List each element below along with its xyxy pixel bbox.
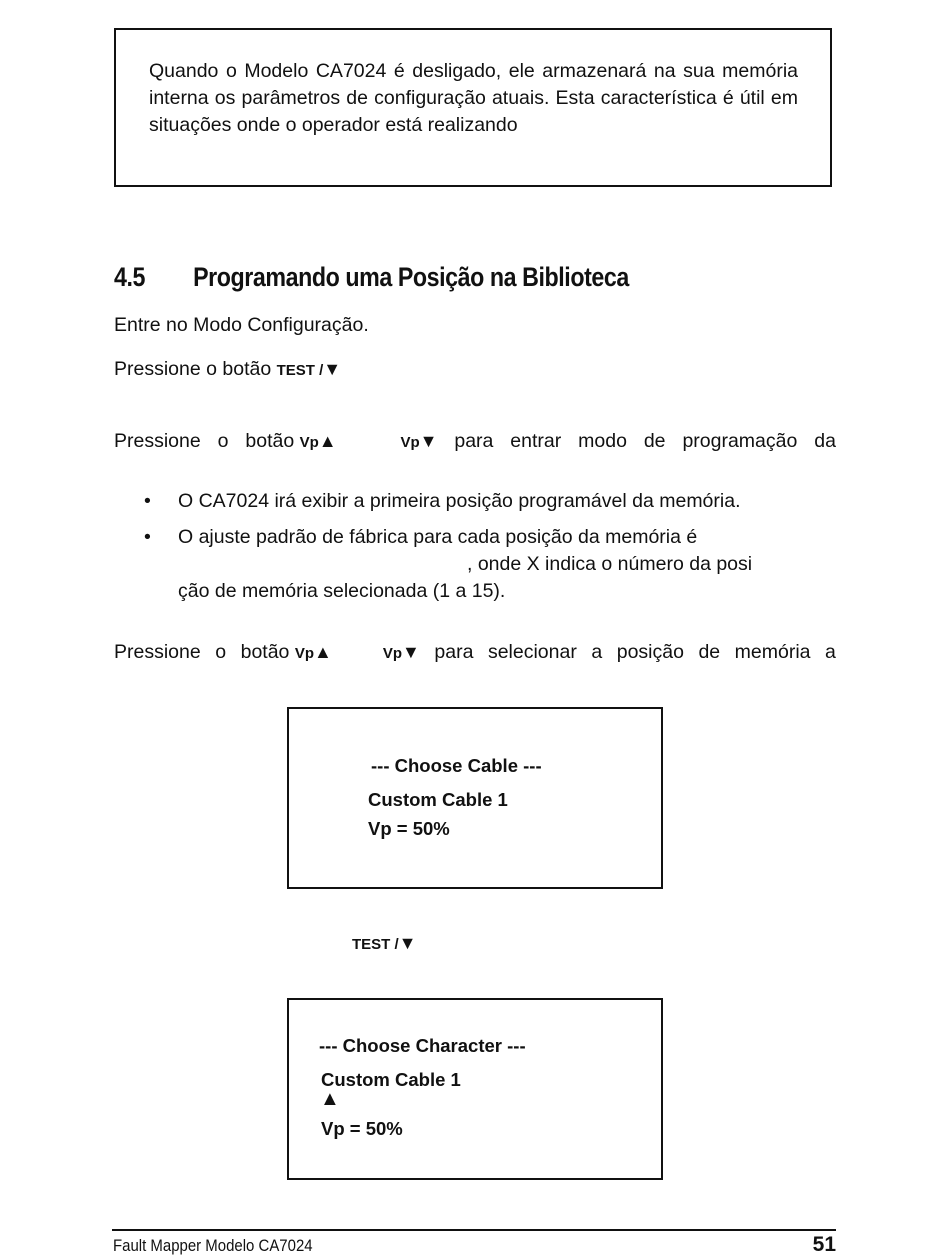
screen-title: --- Choose Character --- <box>319 1035 526 1056</box>
step-press-vp-1 <box>114 430 836 453</box>
word: memória <box>734 641 811 663</box>
word: de <box>698 641 721 663</box>
step-press-vp-2 <box>114 641 836 664</box>
test-key-instruction <box>352 932 417 955</box>
word: a <box>591 641 603 663</box>
test-key-label: TEST / <box>352 936 399 953</box>
screen-vp-value: Vp = 50% <box>368 818 450 839</box>
screen-cable-name: Custom Cable 1 <box>368 789 508 810</box>
section-title: Programando uma Posição na Biblioteca <box>193 262 629 292</box>
list-item <box>142 524 842 605</box>
note-box <box>114 28 832 187</box>
bullet-text: ção de memória selecionada (1 a 15). <box>178 580 506 602</box>
word: para <box>434 641 474 663</box>
cursor-up-arrow-icon: ▲ <box>320 1088 340 1110</box>
down-arrow-icon: ▼ <box>398 933 417 953</box>
bullet-dot: • <box>144 526 151 548</box>
word: o <box>217 430 229 452</box>
display-screen-choose-character <box>287 998 663 1180</box>
vp-key-label: Vp <box>294 645 315 662</box>
spacer <box>346 641 368 664</box>
page-number: 51 <box>812 1233 836 1256</box>
word: o <box>215 641 227 663</box>
section-heading <box>114 262 629 293</box>
screen-vp-value: Vp = 50% <box>321 1118 403 1139</box>
up-arrow-icon: ▲ <box>314 642 332 662</box>
word: da <box>814 430 836 452</box>
bullet-text: , onde X indica o número da posi <box>467 553 753 575</box>
vp-key-label: Vp <box>299 434 319 451</box>
word: selecionar <box>487 641 577 663</box>
display-screen-choose-cable <box>287 707 663 889</box>
screen-cable-name: Custom Cable 1 <box>321 1069 461 1090</box>
bullet-text: O ajuste padrão de fábrica para cada posição da memória é <box>178 526 698 548</box>
vp-key-label: Vp <box>382 645 403 662</box>
word: programação <box>682 430 798 452</box>
vp-key-label: Vp <box>400 434 420 451</box>
bullet-text: O CA7024 irá exibir a primeira posição programável da memória. <box>178 490 741 512</box>
screen-title: --- Choose Cable --- <box>371 755 542 776</box>
step-enter-mode: Entre no Modo Configuração. <box>114 314 369 336</box>
word: modo <box>578 430 627 452</box>
word: Pressione <box>114 641 201 663</box>
bullet-dot: • <box>144 490 151 512</box>
bullet-list <box>142 488 842 614</box>
word: Pressione <box>114 430 201 452</box>
word: a <box>825 641 836 663</box>
word: para <box>454 430 494 452</box>
list-item <box>142 488 842 515</box>
footer-divider <box>112 1229 836 1231</box>
word: botão Vp▲ <box>245 430 337 452</box>
note-text: Quando o Modelo CA7024 é desligado, ele armazenará na sua memória interna os parâmetros de configuração atuais. Esta característica é útil em situações onde o operador está realizando <box>149 60 798 136</box>
step-press-test <box>114 358 341 381</box>
spacer <box>354 430 384 453</box>
down-arrow-icon: ▼ <box>419 431 438 451</box>
footer-title: Fault Mapper Modelo CA7024 <box>113 1236 313 1255</box>
step-text: Pressione o botão <box>114 358 272 380</box>
test-key-label: TEST / <box>276 362 324 379</box>
down-arrow-icon: ▼ <box>323 359 342 379</box>
down-arrow-icon: ▼ <box>402 642 420 662</box>
word <box>400 430 437 453</box>
word: entrar <box>510 430 562 452</box>
word: posição <box>616 641 684 663</box>
section-number: 4.5 <box>114 262 146 292</box>
up-arrow-icon: ▲ <box>318 431 337 451</box>
word: botão Vp▲ <box>240 641 332 663</box>
word <box>383 641 420 664</box>
word: de <box>643 430 666 452</box>
